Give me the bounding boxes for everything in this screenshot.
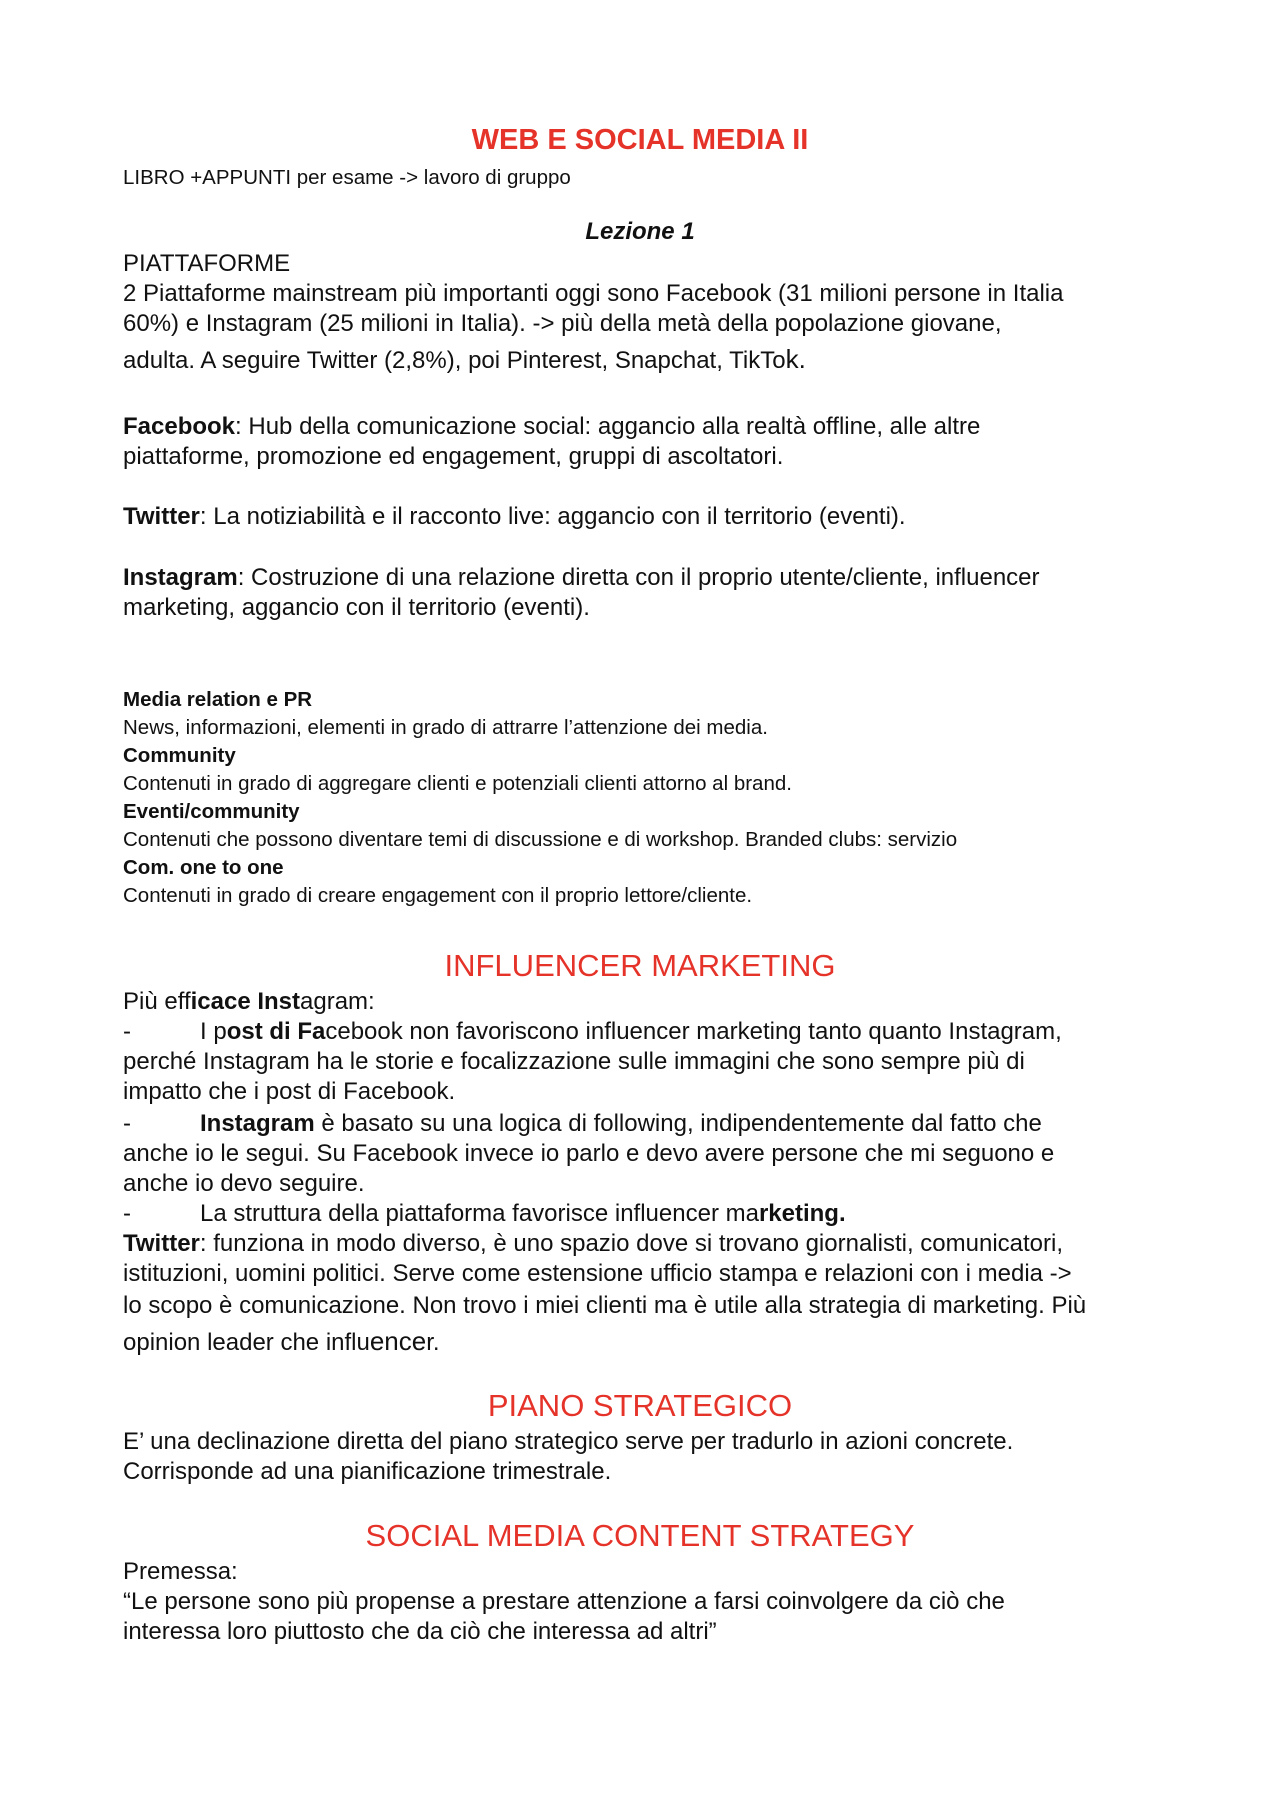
influencer-twitter-text: : funziona in modo diverso, è uno spazio dove si trovano giornalisti, comunicatori, — [199, 1230, 1064, 1257]
small-section-heading: Media relation e PR — [123, 688, 313, 711]
influencer-twitter-line-3: lo scopo è comunicazione. Non trovo i miei clienti ma è utile alla strategia di marketing. Più — [123, 1292, 1087, 1319]
twitter-text: : La notiziabilità e il racconto live: aggancio con il territorio (eventi). — [199, 503, 906, 530]
facebook-line-2: piattaforme, promozione ed engagement, gruppi di ascoltatori. — [123, 443, 784, 470]
twitter-paragraph — [123, 503, 906, 531]
bullet-3-b: rketing. — [758, 1200, 846, 1227]
bullet-1-line-3: impatto che i post di Facebook. — [123, 1078, 456, 1105]
influencer-intro-c: agram: — [300, 988, 375, 1015]
premessa-label: Premessa: — [123, 1558, 238, 1585]
small-section-heading: Eventi/community — [123, 800, 300, 823]
facebook-paragraph — [123, 413, 980, 441]
bullet-1 — [123, 1018, 1173, 1046]
bullet-1-text — [200, 1018, 1062, 1046]
facebook-label: Facebook — [123, 413, 236, 440]
piattaforme-line-3 — [123, 344, 806, 375]
tw-line-4-a: opinion leader che influ — [123, 1329, 370, 1356]
quote-line-2: interessa loro piuttosto che da ciò che interessa ad altri” — [123, 1618, 717, 1645]
instagram-line-2: marketing, aggancio con il territorio (eventi). — [123, 594, 590, 621]
small-section-heading: Community — [123, 744, 236, 767]
piattaforme-line-3-text: adulta. A seguire Twitter (2,8%), poi Pinterest, Snapchat, TikTo — [123, 347, 786, 374]
piano-line-1: E’ una declinazione diretta del piano strategico serve per tradurlo in azioni concrete. — [123, 1428, 1014, 1455]
piattaforme-heading: PIATTAFORME — [123, 250, 291, 277]
influencer-heading: INFLUENCER MARKETING — [444, 948, 836, 983]
small-section-text: News, informazioni, elementi in grado di attrarre l’attenzione dei media. — [123, 716, 768, 739]
bullet-1-c: cebook non favoriscono influencer marketing tanto quanto Instagram, — [325, 1018, 1062, 1045]
piattaforme-line-2: 60%) e Instagram (25 milioni in Italia). -> più della metà della popolazione giovane, — [123, 310, 1002, 337]
influencer-twitter — [123, 1230, 1063, 1258]
bullet-3-a: La struttura della piattaforma favorisce influencer ma — [200, 1200, 759, 1227]
piattaforme-line-3-end: k. — [785, 344, 806, 374]
bullet-dash: - — [123, 1110, 131, 1137]
small-section-text: Contenuti in grado di creare engagement con il proprio lettore/cliente. — [123, 884, 753, 907]
tw-line-4-b: ence — [369, 1326, 427, 1356]
instagram-text: : Costruzione di una relazione diretta con il proprio utente/cliente, influencer — [237, 564, 1040, 591]
bullet-2-a: Instagram — [200, 1110, 315, 1137]
content-strategy-heading: SOCIAL MEDIA CONTENT STRATEGY — [365, 1518, 915, 1553]
twitter-label: Twitter — [123, 503, 200, 530]
bullet-2-b: è basato su una logica di following, indipendentemente dal fatto che — [314, 1110, 1042, 1137]
facebook-text: : Hub della comunicazione social: aggancio alla realtà offline, alle altre — [235, 413, 981, 440]
bullet-1-b: ost di Fa — [226, 1018, 326, 1045]
influencer-twitter-label: Twitter — [123, 1230, 200, 1257]
bullet-2 — [123, 1110, 1173, 1138]
small-section-heading: Com. one to one — [123, 856, 284, 879]
bullet-3 — [123, 1200, 1173, 1228]
bullet-1-a: I p — [200, 1018, 227, 1045]
bullet-dash: - — [123, 1200, 131, 1227]
small-section-text: Contenuti che possono diventare temi di discussione e di workshop. Branded clubs: servizio — [123, 828, 958, 851]
influencer-intro-b: icace Inst — [190, 988, 301, 1015]
bullet-2-line-3: anche io devo seguire. — [123, 1170, 365, 1197]
piattaforme-line-1: 2 Piattaforme mainstream più importanti oggi sono Facebook (31 milioni persone in Italia — [123, 280, 1064, 307]
bullet-2-text — [200, 1110, 1042, 1138]
influencer-twitter-line-2: istituzioni, uomini politici. Serve come estensione ufficio stampa e relazioni con i media -> — [123, 1260, 1072, 1287]
instagram-label: Instagram — [123, 564, 238, 591]
bullet-2-line-2: anche io le segui. Su Facebook invece io parlo e devo avere persone che mi seguono e — [123, 1140, 1055, 1167]
tw-line-4-c: r. — [426, 1329, 440, 1356]
document-title: WEB E SOCIAL MEDIA II — [471, 124, 809, 156]
piano-line-2: Corrisponde ad una pianificazione trimestrale. — [123, 1458, 612, 1485]
bullet-dash: - — [123, 1018, 131, 1045]
bullet-3-text — [200, 1200, 846, 1228]
instagram-paragraph — [123, 564, 1040, 592]
influencer-intro-a: Più eff — [123, 988, 191, 1015]
quote-line-1: “Le persone sono più propense a prestare attenzione a farsi coinvolgere da ciò che — [123, 1588, 1005, 1615]
influencer-intro — [123, 988, 375, 1016]
document-subtitle: LIBRO +APPUNTI per esame -> lavoro di gruppo — [123, 166, 571, 189]
small-section-text: Contenuti in grado di aggregare clienti e potenziali clienti attorno al brand. — [123, 772, 792, 795]
bullet-1-line-2: perché Instagram ha le storie e focalizzazione sulle immagini che sono sempre più di — [123, 1048, 1025, 1075]
lesson-heading: Lezione 1 — [585, 218, 695, 245]
influencer-twitter-line-4 — [123, 1326, 440, 1357]
piano-heading: PIANO STRATEGICO — [487, 1388, 793, 1423]
